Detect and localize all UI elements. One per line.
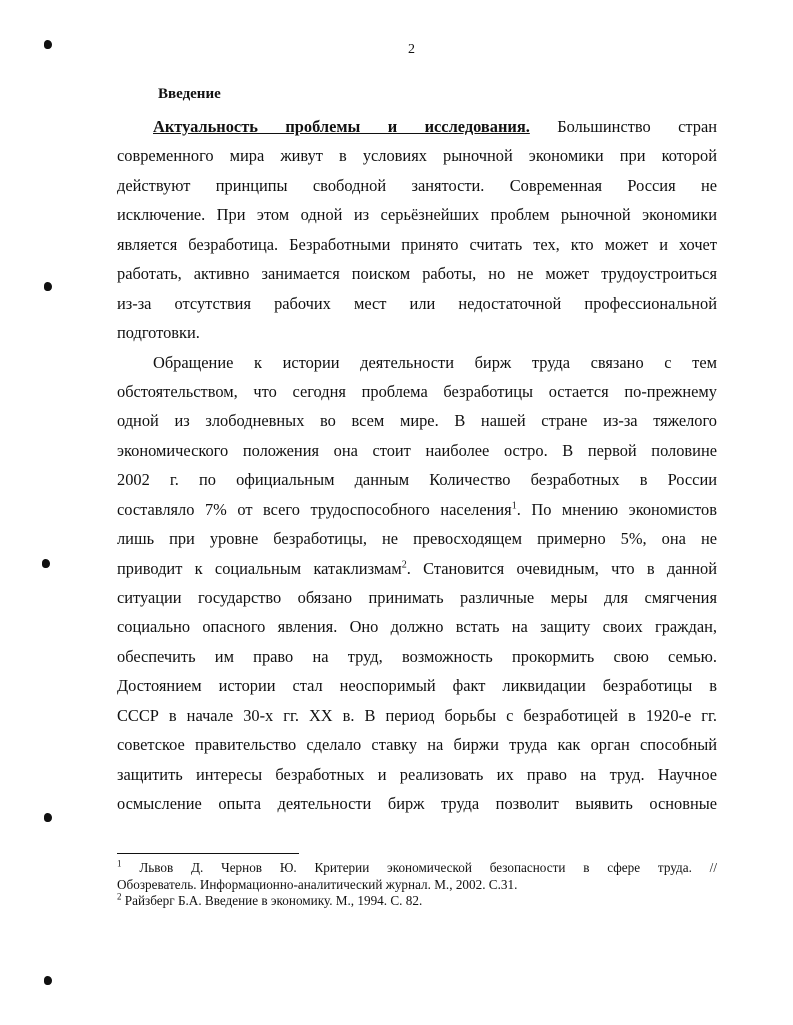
scan-mark [44, 40, 52, 49]
body-text [117, 112, 717, 819]
text-line: подготовки. [117, 323, 200, 343]
text-line: приводит к социальным катаклизмам$^2$. Становится очевидным, что в данной [117, 558, 717, 578]
text-line: СССР в начале 30-х гг. XX в. В период борьбы с безработицей в 1920-е гг. [117, 705, 717, 725]
scan-mark [42, 559, 50, 568]
text-line: осмысление опыта деятельности бирж труда позволит выявить основные [117, 794, 717, 814]
text-line: действуют принципы свободной занятости. Современная Россия не [117, 175, 717, 195]
page-number: 2 [408, 42, 415, 57]
text-line: современного мира живут в условиях рыночной экономики при которой [117, 146, 717, 166]
text-line: исключение. При этом одной из серьёзнейших проблем рыночной экономики [117, 205, 717, 225]
footnote-ref-2: 2 [401, 559, 407, 571]
footnote-number: 1 [117, 858, 122, 869]
footnote-1: $^1$ Львов Д. Чернов Ю. Критерии экономической безопасности в сфере труда. // [117, 858, 717, 875]
text-line: обстоятельством, что сегодня проблема безработицы остается по-прежнему [117, 381, 717, 401]
text-line: 2002 г. по официальным данным Количество безработных в России [117, 470, 717, 490]
text-line: лишь при уровне безработицы, не превосходящем примерно 5%, она не [117, 529, 717, 549]
scan-mark [44, 282, 52, 291]
text-line: Обращение к истории деятельности бирж труда связано с тем [153, 352, 717, 372]
footnote-separator [117, 853, 299, 854]
footnote-ref-1: 1 [511, 500, 517, 512]
footnote-number: 2 [117, 891, 122, 902]
scan-mark [44, 813, 52, 822]
text-line: экономического положения она стоит наиболее остро. В первой половине [117, 440, 717, 460]
text-line: одной из злободневных во всем мире. В нашей стране из-за тяжелого [117, 411, 717, 431]
topic-relevance-lead: Актуальность проблемы и исследования. [153, 117, 530, 136]
text-line: обеспечить им право на труд, возможность прокормить свою семью. [117, 646, 717, 666]
text-line: ситуации государство обязано принимать различные меры для смягчения [117, 588, 717, 607]
scan-mark [44, 976, 52, 985]
text-line: является безработица. Безработными принято считать тех, кто может и хочет [117, 234, 717, 254]
text-line: работать, активно занимается поиском работы, но не может трудоустроиться [117, 264, 717, 284]
text-line: из-за отсутствия рабочих мест или недостаточной профессиональной [117, 293, 717, 313]
footnote-1-cont: Обозреватель. Информационно-аналитический журнал. М., 2002. С.31. [117, 876, 518, 892]
footnote-2: $^2$ Райзберг Б.А. Введение в экономику. М., 1994. С. 82. [117, 891, 423, 908]
text-line: защитить интересы безработных и реализовать их право на труд. Научное [117, 764, 717, 784]
section-heading: Введение [158, 86, 221, 102]
text-line: Достоянием истории стал неоспоримый факт ликвидации безработицы в [117, 676, 717, 696]
text-line: социально опасного явления. Оно должно встать на защиту своих граждан, [117, 617, 717, 637]
text-line: Актуальность проблемы и исследования. Большинство стран [153, 117, 717, 136]
text-line: составляло 7% от всего трудоспособного населения$^1$. По мнению экономистов [117, 499, 717, 519]
text-line: советское правительство сделало ставку на биржи труда как орган способный [117, 735, 717, 755]
footnotes [117, 860, 717, 910]
